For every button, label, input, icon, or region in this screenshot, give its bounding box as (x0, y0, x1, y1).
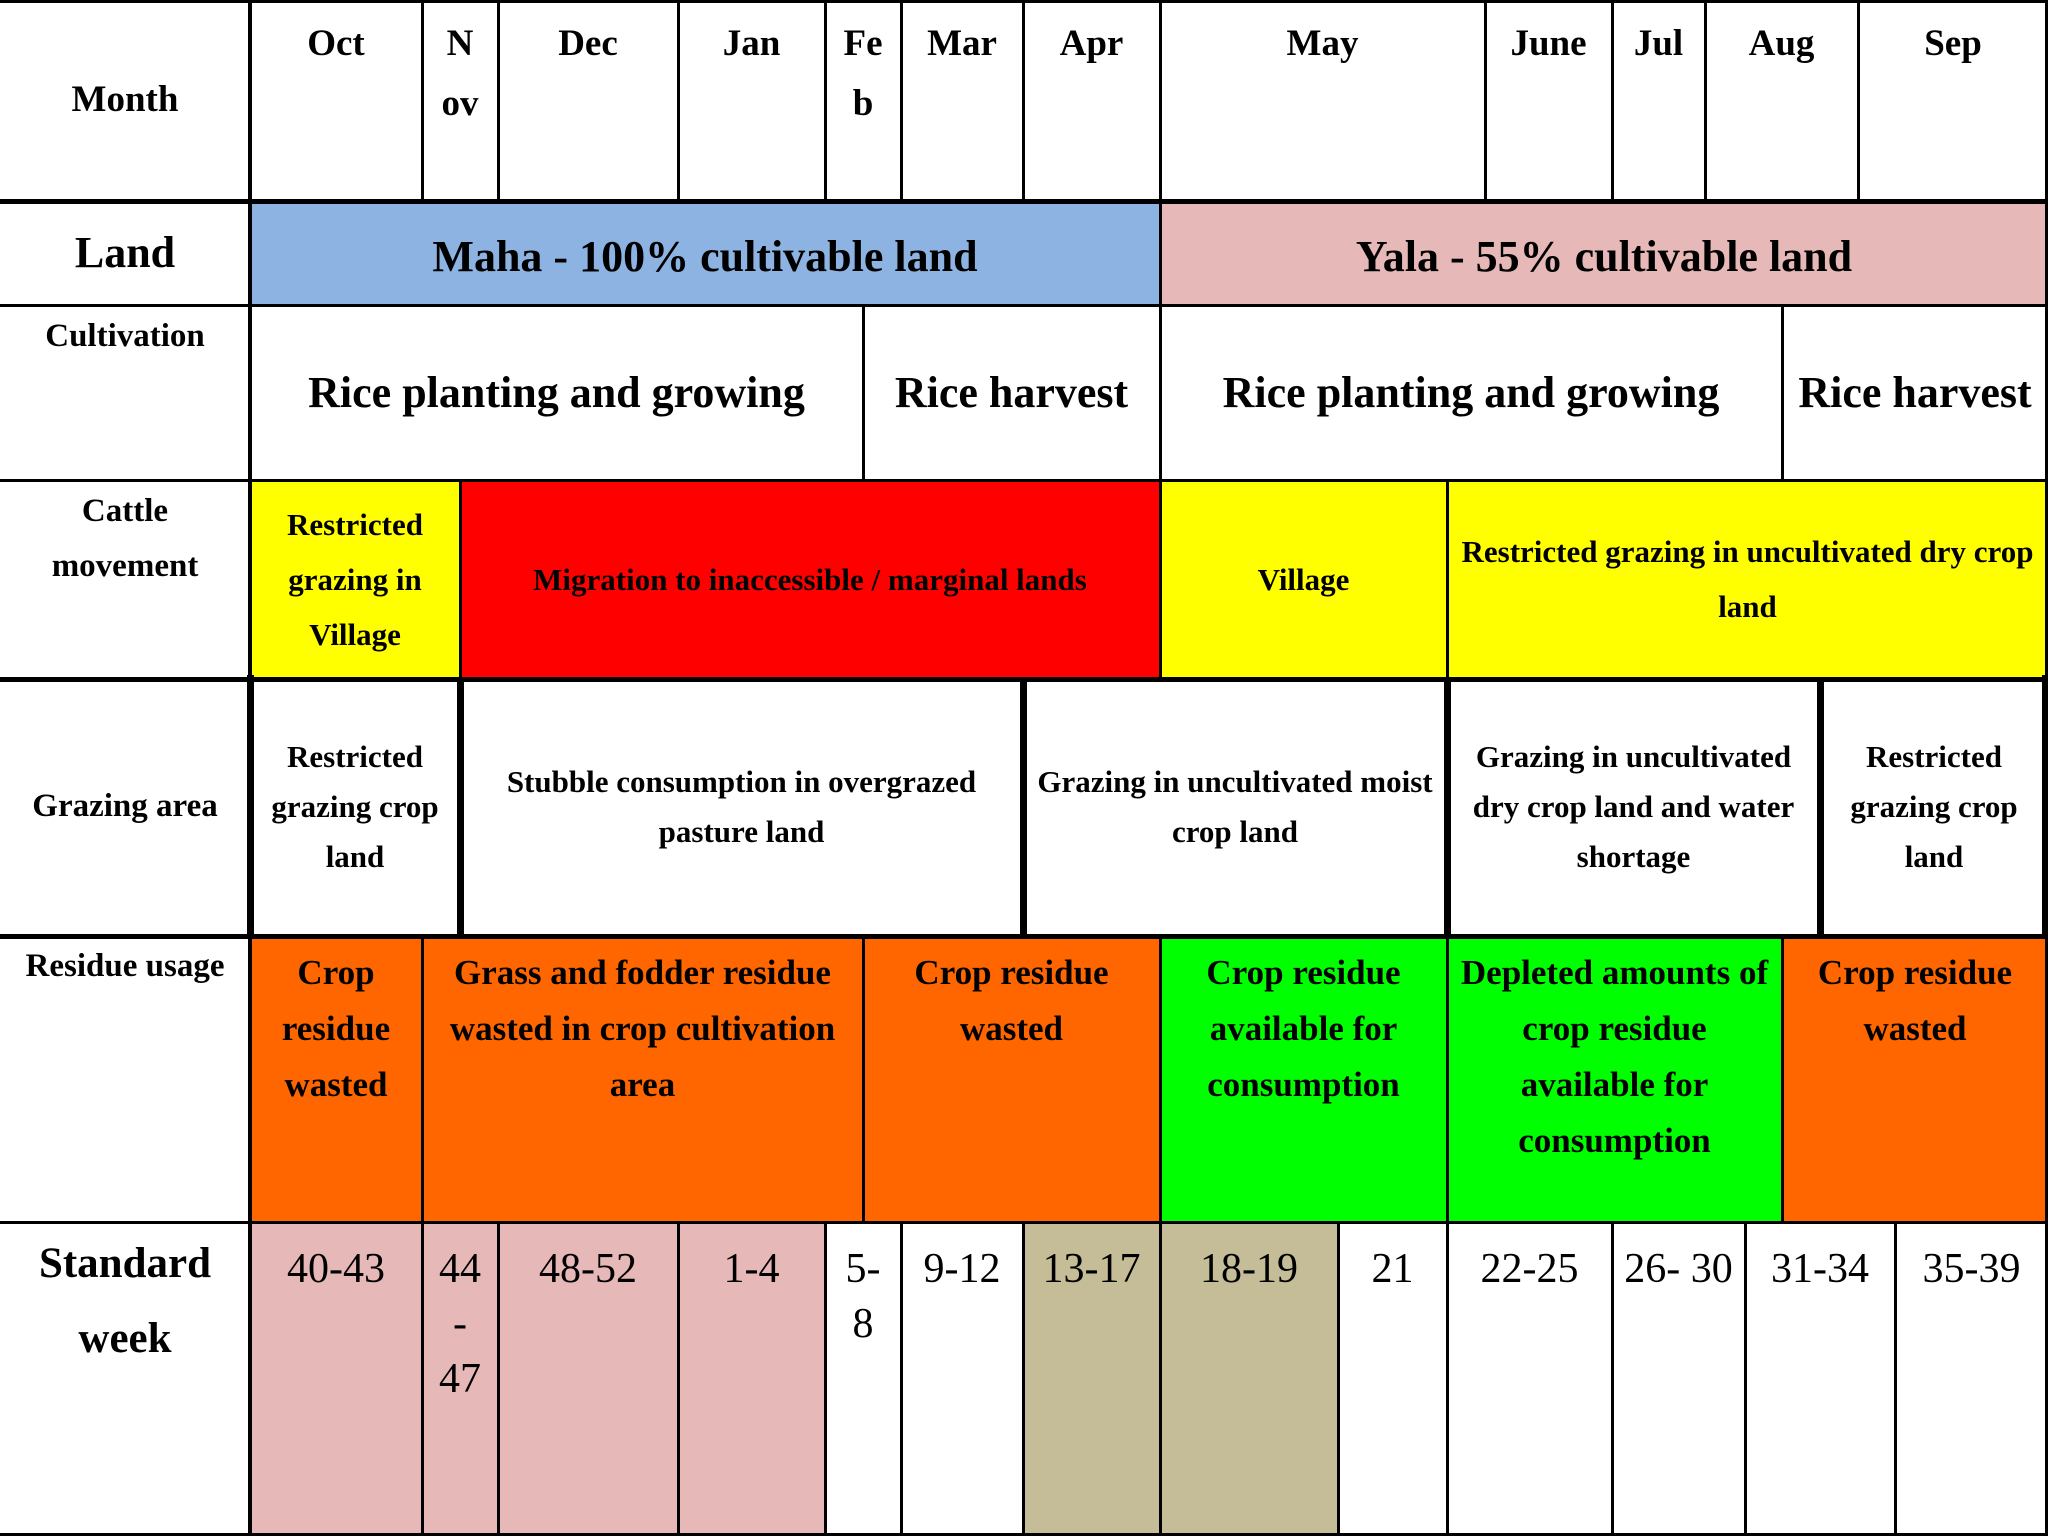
cattle-cell-0 (250, 480, 460, 678)
grid-col-divider (1022, 1222, 1025, 1536)
month-header-3-text: Jan (722, 23, 781, 64)
cultivation-cell-2-text: Rice planting and growing (1222, 367, 1720, 417)
grid-col-divider (900, 0, 903, 200)
residue-cell-1-text: Grass and fodder residue wasted in crop cultivation area (449, 953, 836, 1104)
month-header-9-text: Jul (1633, 23, 1684, 64)
month-header-5-text: Mar (927, 23, 997, 64)
row-label-land (0, 200, 250, 305)
grazing-cell-2 (1023, 678, 1447, 935)
month-header-5 (901, 0, 1023, 200)
grid-col-divider (497, 1222, 500, 1536)
grid-col-divider (1781, 305, 1784, 480)
cultivation-cell-3 (1782, 305, 2048, 480)
row-label-standard-week-text: Standard week (38, 1240, 212, 1362)
grid-col-divider (1446, 480, 1449, 678)
grid-col-divider (1446, 1222, 1449, 1536)
cattle-cell-2 (1160, 480, 1447, 678)
cattle-cell-0-text: Restricted grazing in Village (287, 506, 423, 652)
row-label-residue-usage-text: Residue usage (25, 948, 225, 984)
month-header-3 (678, 0, 825, 200)
month-header-9 (1612, 0, 1705, 200)
grid-col-divider (862, 935, 865, 1222)
grid-col-divider (824, 1222, 827, 1536)
month-header-11-text: Sep (1924, 23, 1982, 64)
week-cell-2 (498, 1222, 678, 1536)
month-header-10-text: Aug (1748, 23, 1815, 64)
grid-col-divider (421, 0, 424, 200)
month-header-1-text: N ov (441, 23, 479, 124)
week-cell-7-text: 18-19 (1200, 1246, 1298, 1292)
month-header-2-text: Dec (558, 23, 618, 64)
week-cell-5-text: 9-12 (923, 1246, 1001, 1292)
month-header-6-text: Apr (1059, 23, 1124, 64)
cultivation-cell-0-text: Rice planting and growing (308, 367, 805, 417)
cultivation-cell-3-text: Rice harvest (1798, 367, 2032, 417)
grazing-cell-1 (460, 678, 1023, 935)
grid-col-divider (1159, 200, 1162, 305)
week-cell-4-text: 5- 8 (845, 1246, 881, 1347)
row-label-cultivation (0, 305, 250, 480)
grid-col-divider (1337, 1222, 1340, 1536)
grid-col-divider (1159, 305, 1162, 480)
month-header-8-text: June (1510, 23, 1587, 64)
grazing-cell-4-text: Restricted grazing crop land (1850, 738, 2018, 874)
week-cell-4 (825, 1222, 901, 1536)
cultivation-cell-2 (1160, 305, 1782, 480)
grid-col-divider (1857, 0, 1860, 200)
grid-col-divider (1020, 678, 1027, 935)
residue-cell-5-text: Crop residue wasted (1817, 953, 2013, 1048)
cattle-cell-3 (1447, 480, 2048, 678)
month-header-1 (422, 0, 498, 200)
grid-col-divider (421, 935, 424, 1222)
week-cell-1 (422, 1222, 498, 1536)
week-cell-3-text: 1-4 (723, 1246, 780, 1292)
grid-col-divider (1611, 0, 1614, 200)
grid-col-divider (677, 0, 680, 200)
grid-col-divider (1444, 678, 1451, 935)
cultivation-cell-1 (863, 305, 1160, 480)
residue-cell-0-text: Crop residue wasted (281, 953, 391, 1104)
month-header-7-text: May (1286, 23, 1359, 64)
row-label-grazing-area (0, 678, 250, 935)
week-cell-6-text: 13-17 (1042, 1246, 1141, 1292)
grid-col-divider (457, 678, 464, 935)
grid-row-divider (0, 479, 2048, 482)
cattle-cell-1-text: Migration to inaccessible / marginal lands (533, 561, 1087, 597)
grazing-cell-4 (1820, 678, 2048, 935)
week-cell-9 (1447, 1222, 1612, 1536)
grid-col-divider (1159, 1222, 1162, 1536)
month-header-0 (250, 0, 422, 200)
grid-col-divider (1744, 1222, 1747, 1536)
grazing-cell-0 (250, 678, 460, 935)
grazing-frame-right (2042, 675, 2048, 938)
cultivation-cell-1-text: Rice harvest (894, 367, 1129, 417)
cultivation-cell-0 (250, 305, 863, 480)
row-label-land-text: Land (74, 228, 176, 277)
grid-col-divider (1704, 0, 1707, 200)
row-label-month (0, 0, 250, 200)
row-label-cultivation-text: Cultivation (45, 318, 205, 354)
week-cell-5 (901, 1222, 1023, 1536)
cattle-cell-1 (460, 480, 1160, 678)
residue-cell-3-text: Crop residue available for consumption (1206, 953, 1401, 1104)
week-cell-10-text: 26- 30 (1624, 1246, 1733, 1292)
week-cell-10 (1612, 1222, 1745, 1536)
grid-col-divider (1817, 678, 1824, 935)
residue-cell-4 (1447, 935, 1782, 1222)
grid-col-divider (1159, 935, 1162, 1222)
row-label-cattle-movement-text: Cattle movement (51, 493, 199, 584)
week-cell-11-text: 31-34 (1771, 1246, 1869, 1292)
grid-col-divider (459, 480, 462, 678)
row-label-standard-week (0, 1222, 250, 1536)
month-header-8 (1485, 0, 1612, 200)
week-cell-0 (250, 1222, 422, 1536)
row-label-residue-usage (0, 935, 250, 1222)
week-cell-12-text: 35-39 (1922, 1246, 2021, 1292)
grazing-cell-0-text: Restricted grazing crop land (271, 738, 439, 874)
grazing-cell-2-text: Grazing in uncultivated moist crop land (1037, 763, 1433, 849)
row-label-cattle-movement (0, 480, 250, 678)
week-cell-12 (1895, 1222, 2048, 1536)
week-cell-9-text: 22-25 (1480, 1246, 1579, 1292)
residue-cell-0 (250, 935, 422, 1222)
land-cell-1 (1160, 200, 2048, 305)
month-header-6 (1023, 0, 1160, 200)
week-cell-8 (1338, 1222, 1447, 1536)
week-cell-7 (1160, 1222, 1338, 1536)
grid-col-divider (1159, 480, 1162, 678)
grid-col-divider (421, 1222, 424, 1536)
residue-cell-2-text: Crop residue wasted (914, 953, 1109, 1048)
grid-col-divider (1022, 0, 1025, 200)
grazing-cell-1-text: Stubble consumption in overgrazed pasture land (506, 763, 977, 849)
month-header-2 (498, 0, 678, 200)
land-cell-1-text: Yala - 55% cultivable land (1355, 232, 1853, 281)
cattle-cell-3-text: Restricted grazing in uncultivated dry crop land (1461, 534, 2034, 624)
month-header-4 (825, 0, 901, 200)
residue-cell-4-text: Depleted amounts of crop residue available for consumption (1460, 953, 1769, 1160)
week-cell-0-text: 40-43 (287, 1246, 385, 1292)
grid-row-divider (0, 304, 2048, 307)
grazing-cell-3-text: Grazing in uncultivated dry crop land and water shortage (1472, 738, 1795, 874)
row-label-month-text: Month (71, 79, 179, 120)
week-cell-11 (1745, 1222, 1895, 1536)
grid-col-divider (862, 305, 865, 480)
grid-col-divider (824, 0, 827, 200)
land-cell-0 (250, 200, 1160, 305)
grazing-frame-left (247, 675, 254, 938)
grid-col-divider (1781, 935, 1784, 1222)
week-cell-6 (1023, 1222, 1160, 1536)
row-label-grazing-area-text: Grazing area (32, 788, 218, 824)
grid-col-divider (497, 0, 500, 200)
cattle-cell-2-text: Village (1257, 561, 1350, 597)
grid-col-divider (1159, 0, 1162, 200)
grid-col-divider (1484, 0, 1487, 200)
month-header-4-text: Fe b (843, 23, 883, 124)
month-header-10 (1705, 0, 1858, 200)
residue-cell-2 (863, 935, 1160, 1222)
residue-cell-1 (422, 935, 863, 1222)
grid-col-divider (1611, 1222, 1614, 1536)
week-cell-1-text: 44 - 47 (439, 1246, 481, 1402)
month-header-11 (1858, 0, 2048, 200)
grid-col-divider (1894, 1222, 1897, 1536)
land-cell-0-text: Maha - 100% cultivable land (432, 232, 978, 281)
month-header-0-text: Oct (307, 23, 365, 64)
residue-cell-3 (1160, 935, 1447, 1222)
week-cell-3 (678, 1222, 825, 1536)
week-cell-8-text: 21 (1371, 1246, 1414, 1292)
week-cell-2-text: 48-52 (539, 1246, 637, 1292)
grazing-cell-3 (1447, 678, 1820, 935)
month-header-7 (1160, 0, 1485, 200)
grid-col-divider (900, 1222, 903, 1536)
residue-cell-5 (1782, 935, 2048, 1222)
grid-col-divider (677, 1222, 680, 1536)
grid-col-divider (1446, 935, 1449, 1222)
